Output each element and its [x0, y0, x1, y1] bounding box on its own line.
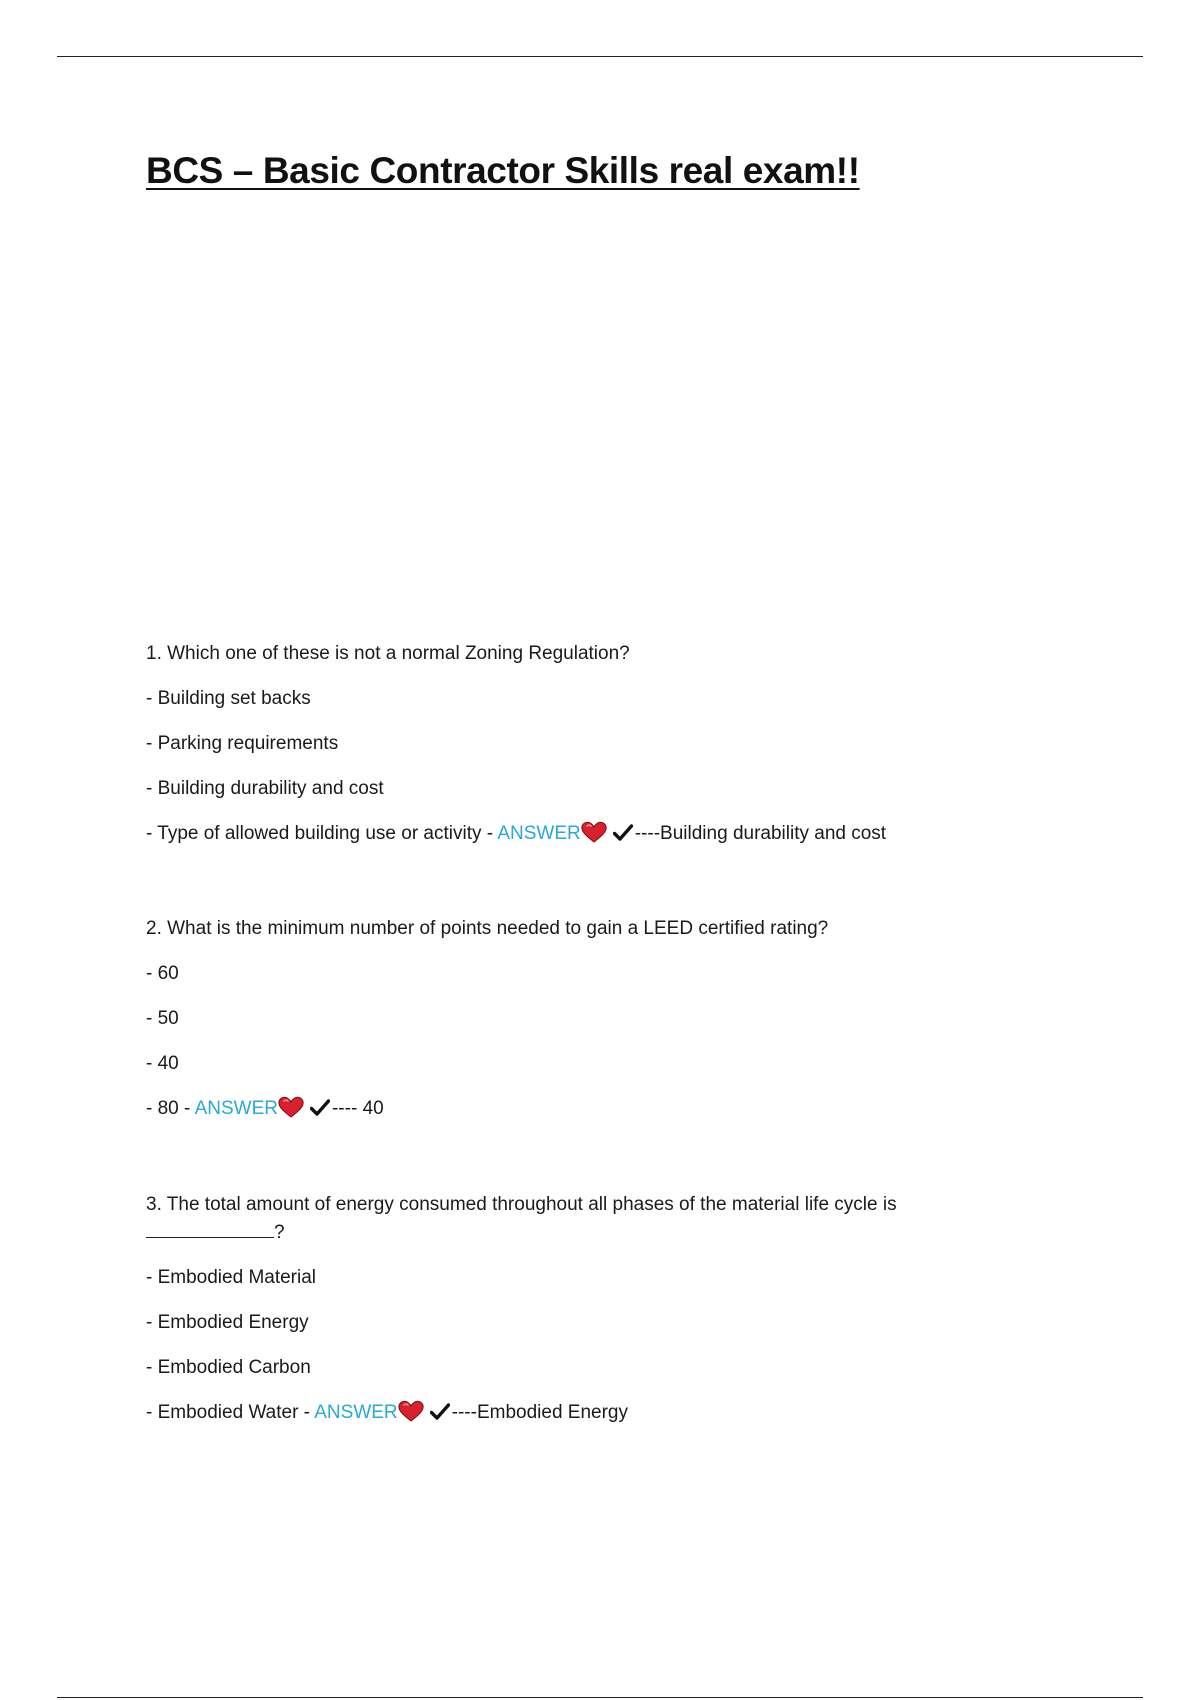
- question-text-suffix: ?: [274, 1222, 285, 1243]
- heart-icon: [581, 821, 607, 852]
- option-text: - Type of allowed building use or activity -: [146, 823, 498, 844]
- answer-label: ANSWER: [194, 1098, 278, 1119]
- option-text: - Embodied Water -: [146, 1402, 315, 1423]
- option: - Parking requirements: [146, 733, 339, 754]
- option: - Embodied Material: [146, 1267, 317, 1288]
- option: - Embodied Carbon: [146, 1357, 311, 1378]
- option-text: - 80 -: [146, 1098, 195, 1119]
- option: - Embodied Energy: [146, 1312, 309, 1333]
- question-3: [146, 1191, 1046, 1448]
- heart-icon: [398, 1400, 424, 1431]
- question-text: 2. What is the minimum number of points needed to gain a LEED certified rating?: [146, 918, 829, 939]
- option-with-answer: [146, 1095, 1046, 1127]
- answer-label: ANSWER: [497, 823, 581, 844]
- question-1: [146, 640, 1046, 869]
- option: - 40: [146, 1053, 179, 1074]
- option: - 50: [146, 1008, 179, 1029]
- option-with-answer: [146, 820, 1046, 852]
- option: - Building durability and cost: [146, 778, 384, 799]
- fill-in-blank: [146, 1219, 274, 1238]
- heart-icon: [278, 1096, 304, 1127]
- answer-text: ----Embodied Energy: [451, 1402, 628, 1423]
- top-rule: [57, 56, 1143, 57]
- page-title: BCS – Basic Contractor Skills real exam!!: [146, 150, 860, 191]
- checkmark-icon: [430, 1402, 450, 1430]
- question-text: [146, 1191, 1046, 1247]
- question-2: [146, 915, 1046, 1144]
- checkmark-icon: [613, 823, 633, 851]
- option-with-answer: [146, 1399, 1046, 1431]
- answer-label: ANSWER: [314, 1402, 398, 1423]
- question-text: 1. Which one of these is not a normal Zoning Regulation?: [146, 643, 630, 664]
- bottom-rule: [57, 1697, 1143, 1698]
- checkmark-icon: [310, 1098, 330, 1126]
- option: - 60: [146, 963, 179, 984]
- question-text-line: 3. The total amount of energy consumed throughout all phases of the material life cycle is: [146, 1194, 897, 1215]
- option: - Building set backs: [146, 688, 311, 709]
- answer-text: ----Building durability and cost: [634, 823, 887, 844]
- answer-text: ---- 40: [331, 1098, 384, 1119]
